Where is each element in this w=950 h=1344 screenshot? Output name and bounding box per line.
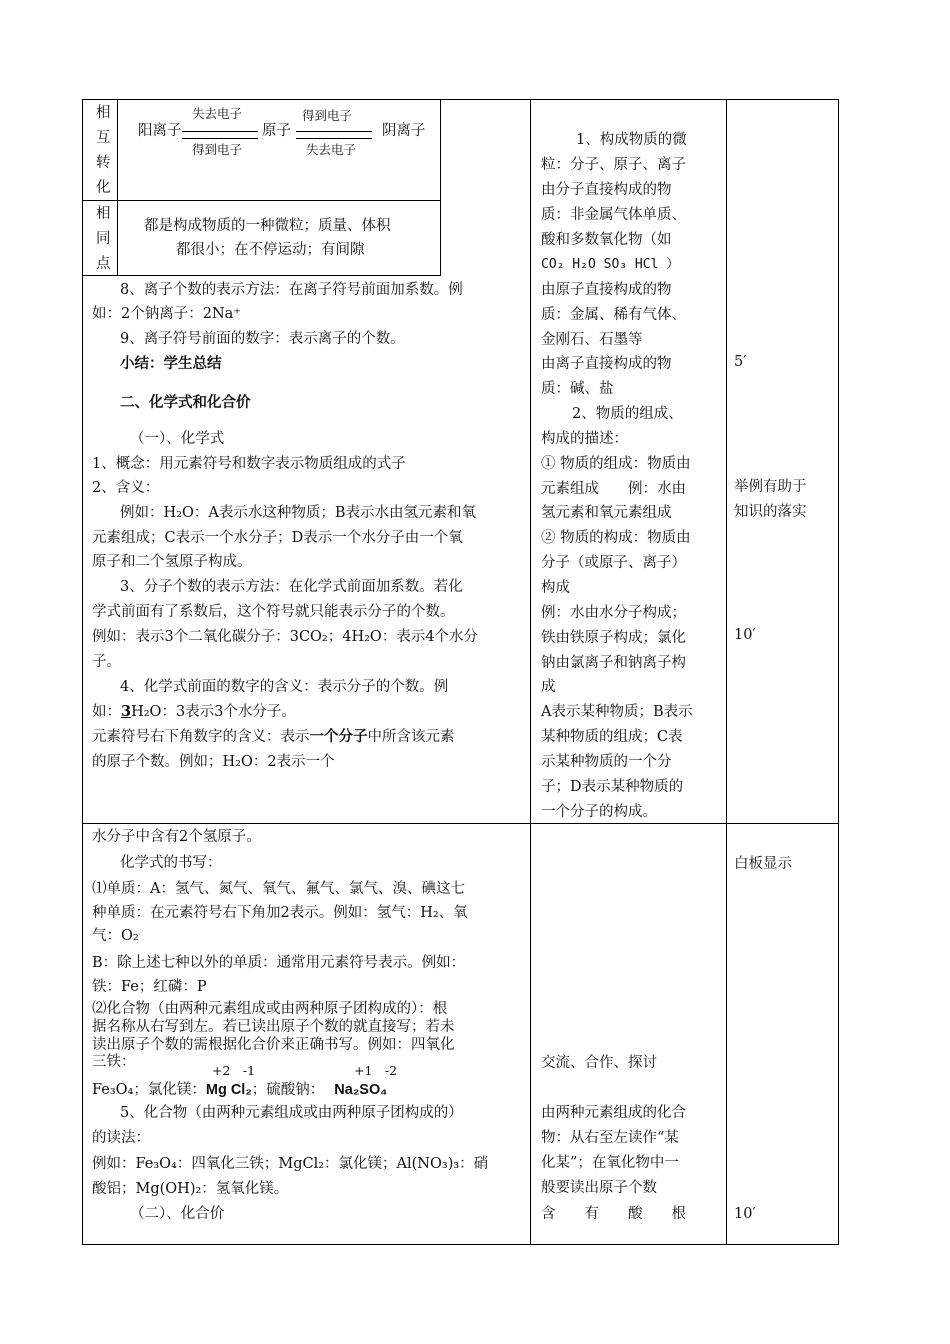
table-col-divider-2 bbox=[726, 99, 727, 1245]
arrow-atom-to-anion bbox=[296, 131, 372, 132]
summary-heading: 小结：学生总结 bbox=[120, 355, 222, 372]
time-value: 5′ bbox=[734, 354, 747, 370]
arrow-anion-to-atom bbox=[296, 138, 372, 139]
side-text-line: 示某种物质的一个分 bbox=[541, 754, 672, 770]
gain-electron-label-top: 得到电子 bbox=[302, 108, 353, 123]
subsection-heading: （二）、化合价 bbox=[130, 1206, 225, 1222]
main-text-line: 子。 bbox=[92, 654, 121, 670]
main-text-line: 水分子中含有2个氢原子。 bbox=[92, 829, 261, 845]
side-text-line: 构成的描述： bbox=[541, 431, 628, 447]
main-text-line: 2、含义： bbox=[92, 480, 160, 496]
gain-electron-label-bottom: 得到电子 bbox=[192, 142, 243, 157]
main-text-line: 的读法： bbox=[92, 1130, 150, 1146]
side-text-line: 酸和多数氧化物（如 bbox=[541, 232, 672, 248]
same-points-line1: 都是构成物质的一种微粒；质量、体积 bbox=[144, 218, 391, 234]
lose-electron-label-bottom: 失去电子 bbox=[306, 142, 357, 157]
main-text-line: 如：2个钠离子：2Na⁺ bbox=[92, 306, 241, 322]
side-text-line: 钠由氯离子和钠离子构 bbox=[541, 655, 686, 671]
time-value: 10′ bbox=[734, 1206, 756, 1222]
side-text-line: CO₂ H₂O SO₃ HCl ） bbox=[541, 257, 680, 272]
side-text-line: 质：金属、稀有气体、 bbox=[541, 307, 686, 323]
side-text-line: 由分子直接构成的物 bbox=[541, 182, 672, 198]
side-text-line: 子；D表示某种物质的 bbox=[541, 779, 684, 795]
side-text-line: 由离子直接构成的物 bbox=[541, 356, 672, 372]
side-text-line: 分子（或原子、离子） bbox=[541, 555, 686, 571]
label-char: 同 bbox=[96, 231, 111, 247]
side-text-line: 金刚石、石墨等 bbox=[541, 332, 643, 348]
formula-mgcl2: Mg Cl₂ bbox=[205, 1082, 252, 1098]
subsection-heading: （一）、化学式 bbox=[130, 431, 225, 447]
main-text-line: 1、概念：用元素符号和数字表示物质组成的式子 bbox=[92, 456, 406, 472]
side-text-line: 物：从右至左读作“某 bbox=[541, 1130, 679, 1146]
main-text-line: 化学式的书写： bbox=[120, 855, 222, 871]
main-text-line: 3、分子个数的表示方法：在化学式前面加系数。若化 bbox=[120, 579, 463, 595]
same-points-line2: 都很小；在不停运动；有间隙 bbox=[176, 242, 365, 258]
note-text: 举例有助于 bbox=[734, 479, 807, 495]
side-text-line: 一个分子的构成。 bbox=[541, 804, 657, 820]
main-text-line: 例如：H₂O：A表示水这种物质；B表示水由氢元素和氧 bbox=[120, 505, 476, 521]
text-fragment: ；硫酸钠： bbox=[251, 1082, 325, 1098]
side-text-line: 由原子直接构成的物 bbox=[541, 282, 672, 298]
label-char: 相 bbox=[96, 206, 111, 222]
label-char: 转 bbox=[96, 155, 111, 171]
cation-label: 阳离子 bbox=[138, 123, 182, 139]
side-text-line: 1、构成物质的微 bbox=[576, 132, 687, 148]
table-right-border bbox=[838, 99, 839, 1245]
valence-marks-mgcl2: +2 -1 bbox=[212, 1063, 256, 1078]
main-text-line: 9、离子符号前面的数字：表示离子的个数。 bbox=[120, 331, 405, 347]
formula-na2so4: Na₂SO₄ bbox=[334, 1082, 388, 1098]
main-text-line: 5、化合物（由两种元素组成或由两种原子团构成的） bbox=[120, 1105, 463, 1121]
main-text-line: 4、化学式前面的数字的含义：表示分子的个数。例 bbox=[120, 679, 449, 695]
main-text-line bbox=[92, 705, 296, 720]
ion-box-row-divider bbox=[82, 200, 440, 201]
text-fragment: 元素符号右下角数字的含义：表示 bbox=[92, 729, 310, 745]
bold-emphasis: 一个分子 bbox=[309, 728, 368, 745]
side-text-line: 铁由铁原子构成；氯化 bbox=[541, 630, 686, 646]
main-text-line: 据名称从右写到左。若已读出原子个数的就直接写；若未 bbox=[92, 1019, 455, 1035]
main-text-line: 例如：表示3个二氧化碳分子：3CO₂；4H₂O：表示4个水分 bbox=[92, 629, 479, 645]
main-text-line: 的原子个数。例如；H₂O：2表示一个 bbox=[92, 754, 335, 770]
note-text: 白板显示 bbox=[734, 856, 792, 872]
main-text-line: 酸铝；Mg(OH)₂：氢氧化镁。 bbox=[92, 1181, 289, 1197]
side-text-line: 般要读出原子个数 bbox=[541, 1180, 657, 1196]
main-text-line: 元素组成；C表示一个水分子；D表示一个水分子由一个氧 bbox=[92, 530, 463, 546]
note-text: 知识的落实 bbox=[734, 504, 807, 520]
side-text-line: 由两种元素组成的化合 bbox=[541, 1105, 686, 1121]
side-text-line: 粒：分子、原子、离子 bbox=[541, 157, 686, 173]
main-text-line: 例如：Fe₃O₄：四氧化三铁；MgCl₂：氯化镁；Al(NO₃)₃：硝 bbox=[92, 1156, 489, 1172]
side-text-line: 元素组成 例：水由 bbox=[541, 481, 686, 497]
lose-electron-label-top: 失去电子 bbox=[192, 106, 243, 121]
text-fragment: H₂O：3表示3个水分子。 bbox=[131, 704, 296, 720]
label-char: 互 bbox=[96, 130, 111, 146]
main-text-line: 铁：Fe；红磷：P bbox=[92, 979, 207, 995]
ion-box-label-divider bbox=[117, 99, 118, 275]
main-text-line bbox=[92, 730, 455, 745]
main-text-line: 种单质：在元素符号右下角加2表示。例如：氢气：H₂、氧 bbox=[92, 905, 468, 921]
main-text-line: B：除上述七种以外的单质：通常用元素符号表示。例如： bbox=[92, 955, 466, 971]
side-text-line: ① 物质的组成：物质由 bbox=[541, 456, 691, 472]
side-text-line: A表示某种物质；B表示 bbox=[541, 704, 693, 720]
side-text-line: ② 物质的构成：物质由 bbox=[541, 530, 691, 546]
text-fragment: Fe₃O₄；氯化镁： bbox=[92, 1082, 206, 1098]
label-char: 相 bbox=[96, 105, 111, 121]
atom-label: 原子 bbox=[262, 123, 291, 139]
side-text-line: 交流、合作、探讨 bbox=[541, 1055, 657, 1071]
side-text-line: 氢元素和氧元素组成 bbox=[541, 505, 672, 521]
anion-label: 阴离子 bbox=[382, 123, 426, 139]
side-text-line: 质：碱、盐 bbox=[541, 381, 614, 397]
side-text-line: 含 有 酸 根 bbox=[541, 1206, 686, 1222]
main-text-line: 8、离子个数的表示方法：在离子符号前面加系数。例 bbox=[120, 282, 463, 298]
main-text-line: 气：O₂ bbox=[92, 928, 139, 944]
main-text-line bbox=[92, 1083, 387, 1098]
main-text-line: ⑵化合物（由两种元素组成或由两种原子团构成的）：根 bbox=[92, 1001, 448, 1017]
arrow-cation-to-atom bbox=[182, 131, 258, 132]
valence-marks-na2so4: +1 -2 bbox=[354, 1063, 398, 1078]
text-fragment: 如： bbox=[92, 704, 121, 720]
text-fragment: 中所含该元素 bbox=[367, 729, 455, 745]
main-text-line: 学式前面有了系数后，这个符号就只能表示分子的个数。 bbox=[92, 604, 455, 620]
main-text-line: 读出原子个数的需根据化合价来正确书写。例如：四氧化 bbox=[92, 1037, 455, 1053]
main-text-line: 原子和二个氢原子构成。 bbox=[92, 554, 252, 570]
side-text-line: 化某”；在氧化物中一 bbox=[541, 1155, 679, 1171]
label-char: 点 bbox=[96, 256, 111, 272]
side-text-line: 例：水由水分子构成； bbox=[541, 605, 686, 621]
table-col-divider-1 bbox=[530, 99, 531, 1245]
main-text-line: 三铁： bbox=[92, 1054, 136, 1070]
side-text-line: 成 bbox=[541, 679, 556, 695]
label-char: 化 bbox=[96, 180, 111, 196]
coefficient-highlight: 3 bbox=[121, 703, 132, 720]
arrow-atom-to-cation bbox=[182, 138, 258, 139]
side-text-line: 某种物质的组成；C表 bbox=[541, 729, 683, 745]
side-text-line: 质：非金属气体单质、 bbox=[541, 207, 686, 223]
side-text-line: 构成 bbox=[541, 580, 570, 596]
section-heading: 二、化学式和化合价 bbox=[120, 394, 251, 411]
side-text-line: 2、物质的组成、 bbox=[572, 406, 683, 422]
time-value: 10′ bbox=[734, 627, 756, 643]
main-text-line: ⑴单质：A：氢气、氮气、氧气、氟气、氯气、溴、碘这七 bbox=[92, 881, 465, 897]
